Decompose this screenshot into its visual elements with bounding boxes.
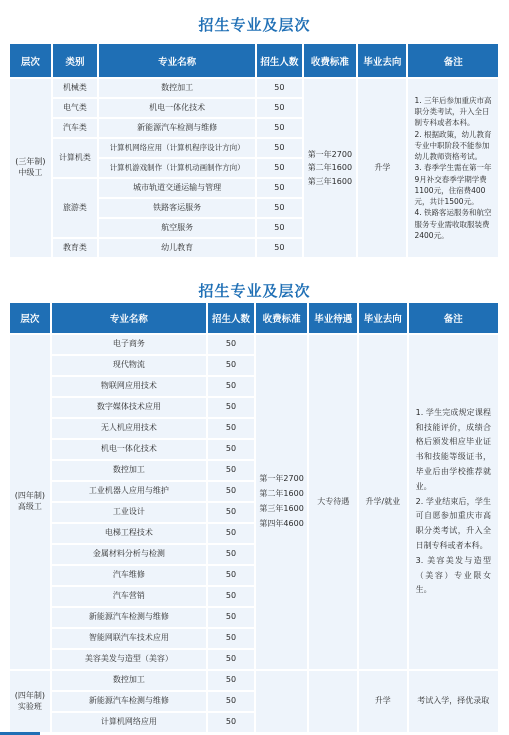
major-cell: 数字媒体技术应用 bbox=[52, 398, 206, 417]
header-destination: 毕业去向 bbox=[359, 303, 407, 333]
count-cell: 50 bbox=[208, 524, 254, 543]
fee-cell: 第一年2700 第二年1600 第三年1600 bbox=[304, 79, 357, 257]
major-cell: 计算机网络应用 bbox=[52, 713, 206, 732]
count-cell: 50 bbox=[208, 629, 254, 648]
count-cell: 50 bbox=[208, 440, 254, 459]
major-cell: 金属材料分析与检测 bbox=[52, 545, 206, 564]
notes-cell: 考试入学，择优录取 bbox=[409, 671, 498, 732]
major-cell: 美容美发与造型（美容） bbox=[52, 650, 206, 669]
major-cell: 现代物流 bbox=[52, 356, 206, 375]
major-cell: 无人机应用技术 bbox=[52, 419, 206, 438]
header-count: 招生人数 bbox=[208, 303, 254, 333]
count-cell: 50 bbox=[257, 79, 302, 97]
major-cell: 新能源汽车检测与维修 bbox=[99, 119, 255, 137]
count-cell: 50 bbox=[208, 545, 254, 564]
count-cell: 50 bbox=[208, 566, 254, 585]
count-cell: 50 bbox=[208, 419, 254, 438]
major-cell: 工业设计 bbox=[52, 503, 206, 522]
major-cell: 数控加工 bbox=[52, 671, 206, 690]
major-cell: 机电一体化技术 bbox=[99, 99, 255, 117]
header-notes: 备注 bbox=[408, 44, 498, 77]
category-cell: 机械类 bbox=[53, 79, 97, 97]
major-cell: 电子商务 bbox=[52, 335, 206, 354]
table2-title: 招生专业及层次 bbox=[198, 282, 311, 300]
header-destination: 毕业去向 bbox=[358, 44, 406, 77]
header-fee: 收费标准 bbox=[304, 44, 357, 77]
major-cell: 汽车营销 bbox=[52, 587, 206, 606]
treatment-cell bbox=[309, 671, 357, 732]
count-cell: 50 bbox=[208, 671, 254, 690]
count-cell: 50 bbox=[257, 179, 302, 197]
level-cell: (四年制) 高级工 bbox=[10, 335, 50, 669]
count-cell: 50 bbox=[208, 713, 254, 732]
count-cell: 50 bbox=[257, 239, 302, 257]
count-cell: 50 bbox=[208, 503, 254, 522]
major-cell: 城市轨道交通运输与管理 bbox=[99, 179, 255, 197]
major-cell: 幼儿教育 bbox=[99, 239, 255, 257]
major-cell: 工业机器人应用与维护 bbox=[52, 482, 206, 501]
level-cell: (三年制) 中级工 bbox=[10, 79, 51, 257]
count-cell: 50 bbox=[208, 650, 254, 669]
count-cell: 50 bbox=[208, 356, 254, 375]
count-cell: 50 bbox=[208, 461, 254, 480]
count-cell: 50 bbox=[257, 139, 302, 157]
notes-cell: 1. 三年后参加重庆市高职分类考试，升入全日制专科或者本科。 2. 根据政策，幼儿教育专业中职阶段不能参加幼儿教师资格考试。 3. 春季学生需在第一年9月补交春季学期学费1100元，住宿费400元，共计1500元。 4. 铁路客运服务和航空服务专业需收取服装费2400元。 bbox=[408, 79, 498, 257]
count-cell: 50 bbox=[208, 587, 254, 606]
count-cell: 50 bbox=[208, 335, 254, 354]
admissions-table-2 bbox=[8, 301, 500, 734]
fee-cell bbox=[256, 671, 308, 732]
category-cell: 汽车类 bbox=[53, 119, 97, 137]
count-cell: 50 bbox=[257, 219, 302, 237]
major-cell: 数控加工 bbox=[52, 461, 206, 480]
count-cell: 50 bbox=[208, 608, 254, 627]
count-cell: 50 bbox=[208, 482, 254, 501]
major-cell: 新能源汽车检测与维修 bbox=[52, 692, 206, 711]
major-cell: 汽车维修 bbox=[52, 566, 206, 585]
category-cell: 旅游类 bbox=[53, 179, 97, 237]
count-cell: 50 bbox=[257, 199, 302, 217]
major-cell: 数控加工 bbox=[99, 79, 255, 97]
category-cell: 电气类 bbox=[53, 99, 97, 117]
header-major: 专业名称 bbox=[52, 303, 206, 333]
major-cell: 新能源汽车检测与维修 bbox=[52, 608, 206, 627]
count-cell: 50 bbox=[257, 159, 302, 177]
level-cell: (四年制) 实验班 bbox=[10, 671, 50, 732]
treatment-cell: 大专待遇 bbox=[309, 335, 357, 669]
header-level: 层次 bbox=[10, 44, 51, 77]
header-major: 专业名称 bbox=[99, 44, 255, 77]
category-cell: 教育类 bbox=[53, 239, 97, 257]
header-category: 类别 bbox=[53, 44, 97, 77]
major-cell: 电梯工程技术 bbox=[52, 524, 206, 543]
major-cell: 计算机网络应用（计算机程序设计方向） bbox=[99, 139, 255, 157]
header-treatment: 毕业待遇 bbox=[309, 303, 357, 333]
header-notes: 备注 bbox=[409, 303, 498, 333]
major-cell: 航空服务 bbox=[99, 219, 255, 237]
major-cell: 物联网应用技术 bbox=[52, 377, 206, 396]
major-cell: 机电一体化技术 bbox=[52, 440, 206, 459]
destination-cell: 升学 bbox=[359, 671, 407, 732]
destination-cell: 升学/就业 bbox=[359, 335, 407, 669]
header-count: 招生人数 bbox=[257, 44, 302, 77]
destination-cell: 升学 bbox=[358, 79, 406, 257]
major-cell: 智能网联汽车技术应用 bbox=[52, 629, 206, 648]
header-fee: 收费标准 bbox=[256, 303, 308, 333]
count-cell: 50 bbox=[208, 692, 254, 711]
fee-cell: 第一年2700 第二年1600 第三年1600 第四年4600 bbox=[256, 335, 308, 669]
category-cell: 计算机类 bbox=[53, 139, 97, 177]
count-cell: 50 bbox=[208, 398, 254, 417]
admissions-table-1 bbox=[8, 42, 500, 259]
notes-cell: 1. 学生完成规定课程和技能评价，成绩合格后颁发相应毕业证书和技能等级证书，毕业后由学校推荐就业。 2. 学业结束后，学生可自愿参加重庆市高职分类考试，升入全日制专科或者本科。 3. 美容美发与造型（美容）专业限女生。 bbox=[409, 335, 498, 669]
count-cell: 50 bbox=[257, 99, 302, 117]
table1-title: 招生专业及层次 bbox=[198, 16, 311, 34]
major-cell: 铁路客运服务 bbox=[99, 199, 255, 217]
count-cell: 50 bbox=[257, 119, 302, 137]
header-level: 层次 bbox=[10, 303, 50, 333]
major-cell: 计算机游戏制作（计算机动画制作方向） bbox=[99, 159, 255, 177]
count-cell: 50 bbox=[208, 377, 254, 396]
